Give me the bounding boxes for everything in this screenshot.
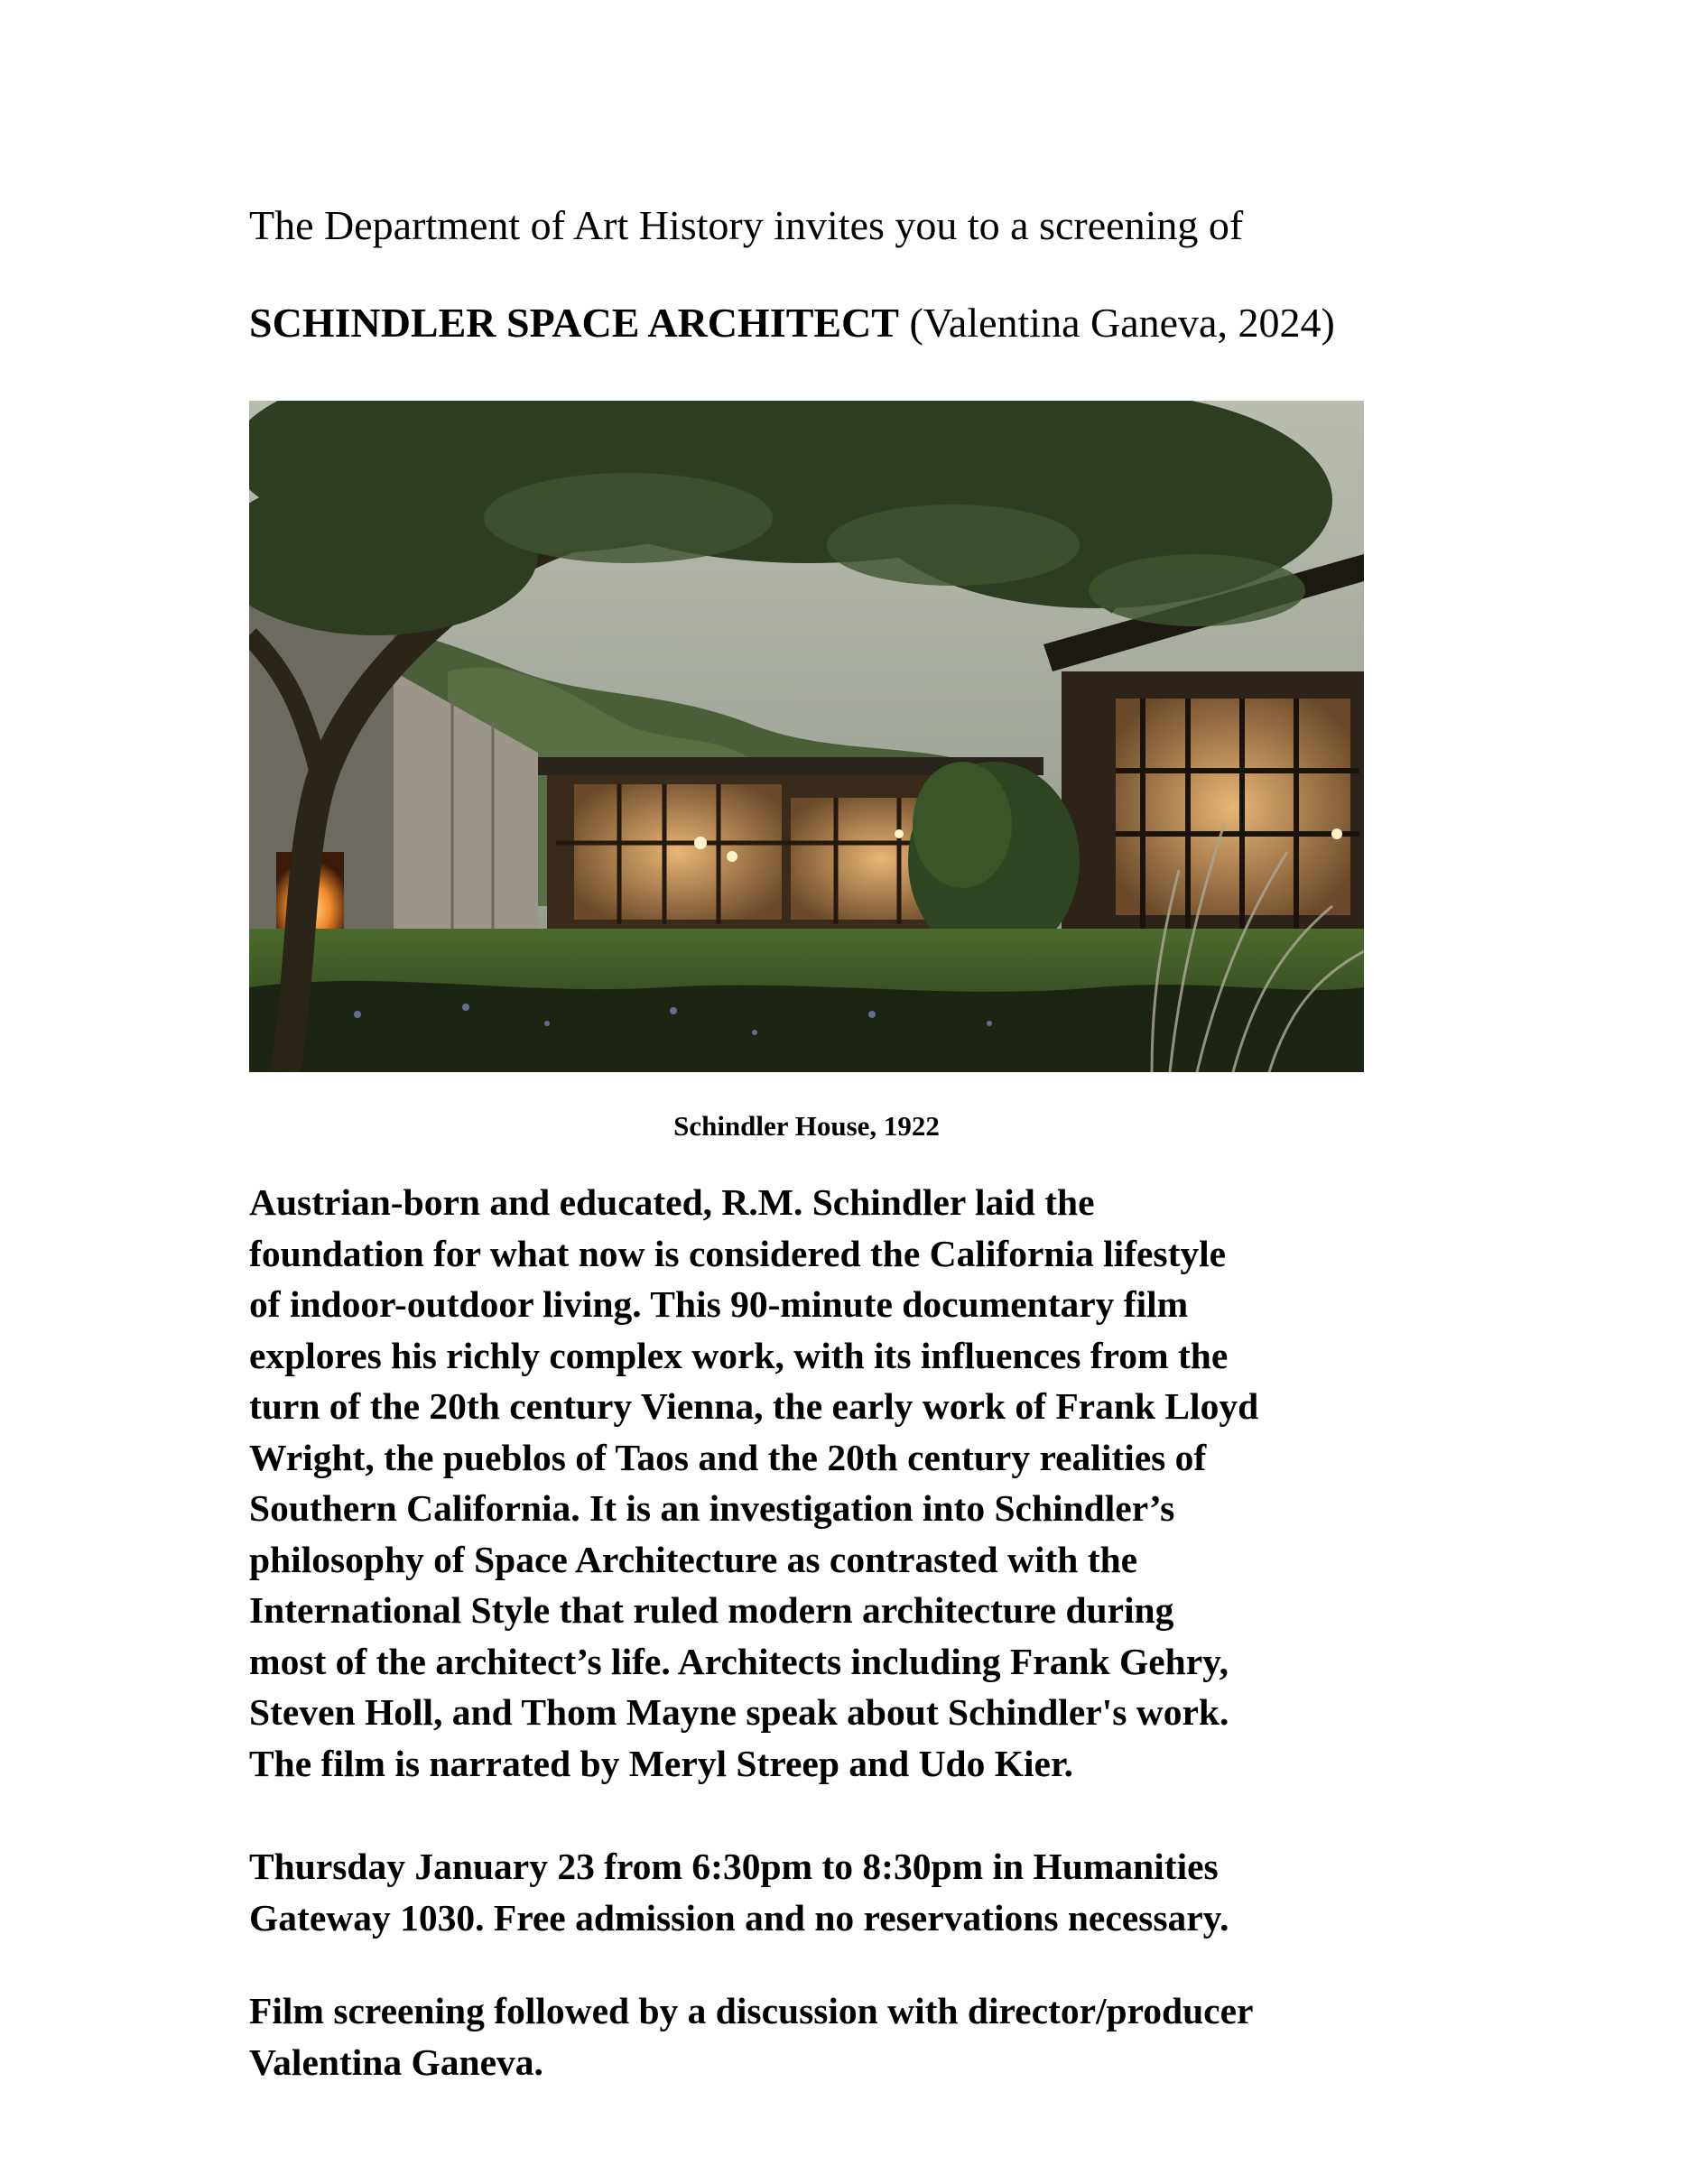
event-line: Thursday January 23 from 6:30pm to 8:30pm in Humanities [249,1846,1219,1887]
film-description [249,1177,1513,1789]
description-line: Wright, the pueblos of Taos and the 20th century realities of [249,1436,1207,1478]
house-illustration [249,401,1364,1072]
film-title: SCHINDLER SPACE ARCHITECT [249,300,899,346]
discussion-note [249,1985,1513,2087]
film-title-line [249,298,1513,348]
description-line: most of the architect’s life. Architects including Frank Gehry, [249,1640,1229,1682]
description-line: turn of the 20th century Vienna, the early work of Frank Lloyd [249,1385,1259,1427]
description-line: of indoor-outdoor living. This 90-minute documentary film [249,1283,1189,1325]
photo-caption: Schindler House, 1922 [673,1110,940,1142]
description-line: The film is narrated by Meryl Streep and Udo Kier. [249,1742,1073,1784]
description-line: Southern California. It is an investigation into Schindler’s [249,1487,1175,1529]
invitation-text: The Department of Art History invites you to a screening of [249,202,1244,248]
discussion-line: Film screening followed by a discussion with director/producer [249,1990,1254,2031]
schindler-house-photo [249,401,1364,1072]
description-line: explores his richly complex work, with its influences from the [249,1334,1229,1376]
film-credit: (Valentina Ganeva, 2024) [909,300,1335,346]
event-details [249,1841,1513,1943]
description-line: Austrian-born and educated, R.M. Schindler laid the [249,1181,1095,1223]
discussion-line: Valentina Ganeva. [249,2041,543,2083]
description-line: foundation for what now is considered the California lifestyle [249,1232,1227,1274]
description-line: philosophy of Space Architecture as contrasted with the [249,1538,1138,1580]
event-line: Gateway 1030. Free admission and no reservations necessary. [249,1896,1229,1939]
description-line: International Style that ruled modern architecture during [249,1589,1174,1631]
description-line: Steven Holl, and Thom Mayne speak about Schindler's work. [249,1691,1229,1733]
